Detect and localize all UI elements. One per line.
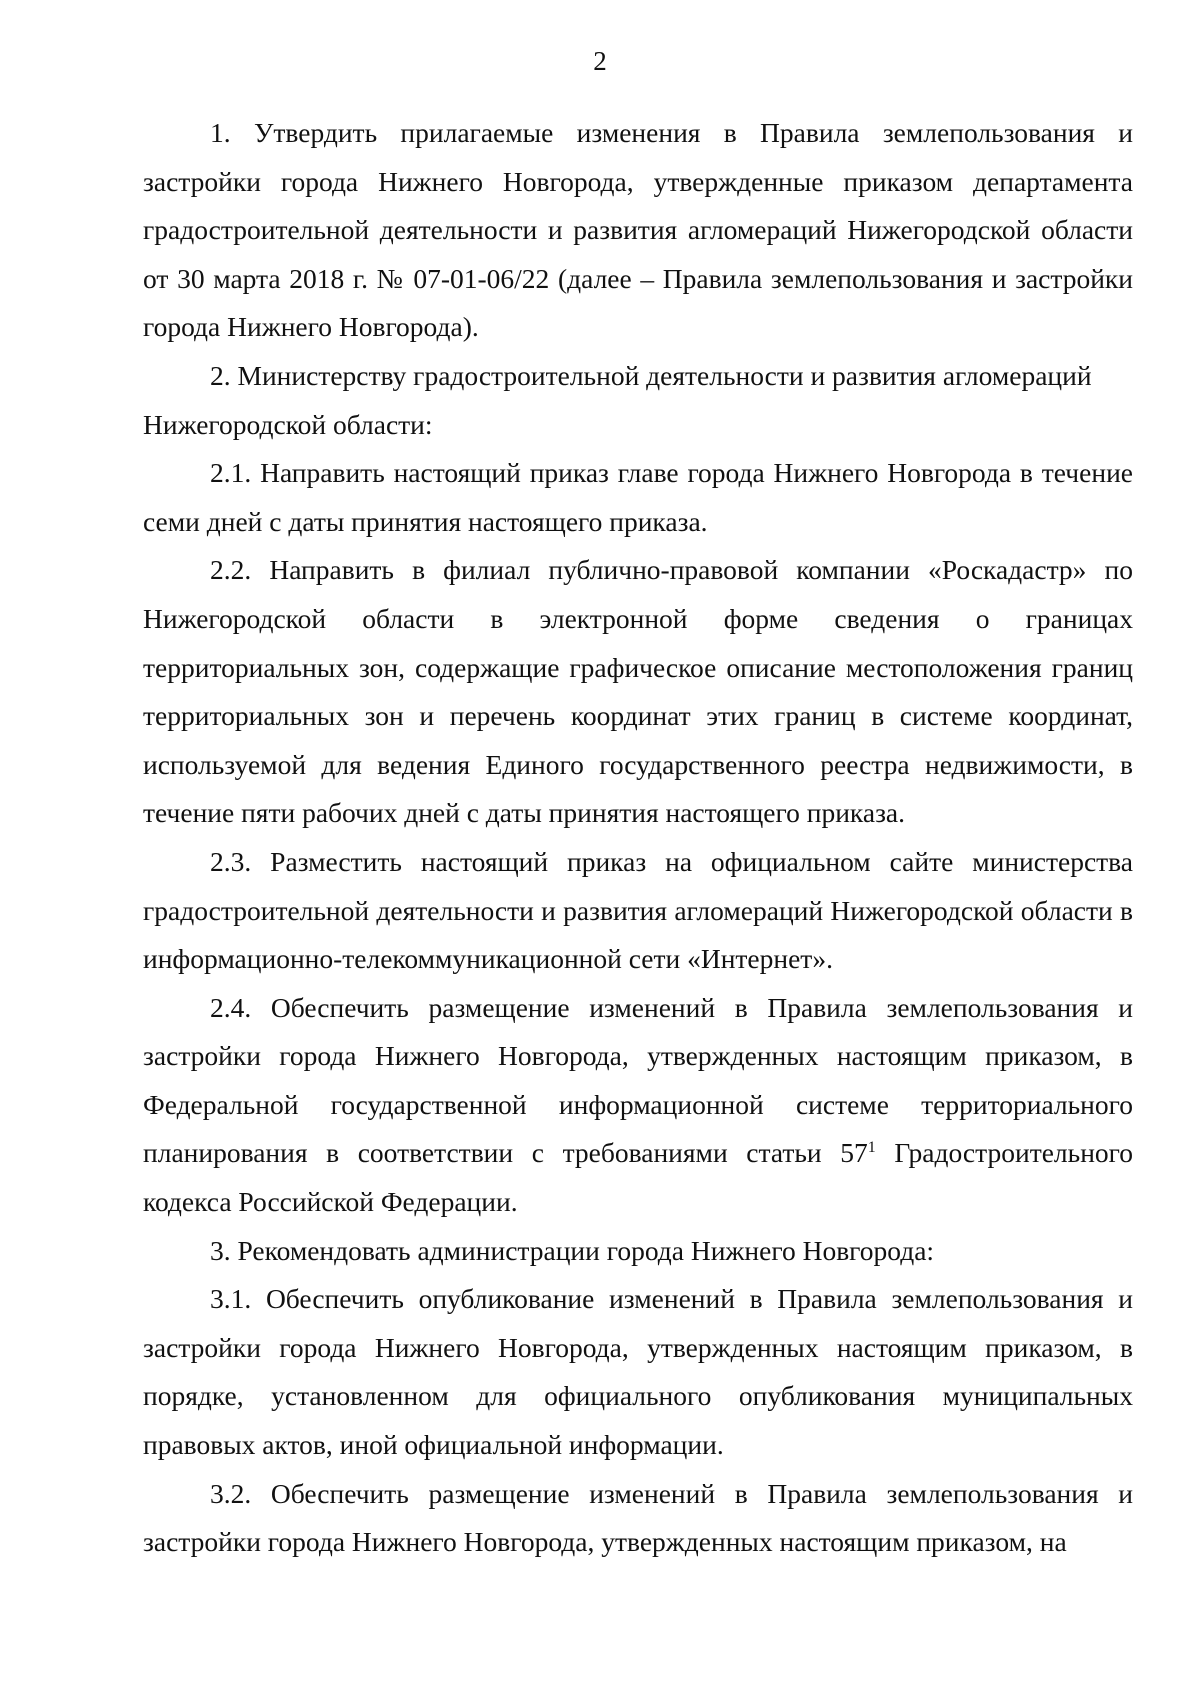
paragraph-2-4 (143, 984, 1133, 1227)
paragraph-1: 1. Утвердить прилагаемые изменения в Правила землепользования и застройки города Нижнего Новгорода, утвержденные приказом департамента градостроительной деятельности и развития агломераций Нижегородской области от 30 марта 2018 г. № 07-01-06/22 (далее – Правила землепользования и застройки города Нижнего Новгорода). (143, 117, 1133, 343)
paragraph-2-3: 2.3. Разместить настоящий приказ на официальном сайте министерства градостроительной деятельности и развития агломераций Нижегородской области в информационно-телекоммуникационной сети «Интернет». (143, 845, 1133, 975)
paragraph-3-2: 3.2. Обеспечить размещение изменений в Правила землепользования и застройки города Нижнего Новгорода, утвержденных настоящим приказом, на (143, 1477, 1133, 1558)
paragraph-3: 3. Рекомендовать администрации города Нижнего Новгорода: (210, 1234, 935, 1266)
paragraph-2-4-text-end: Градостроительного кодекса Российской Федерации. (143, 1137, 1134, 1218)
article-superscript: 1 (867, 1139, 876, 1157)
paragraph-2: 2. Министерству градостроительной деятельности и развития агломераций Нижегородской области: (143, 359, 1092, 440)
page-number: 2 (593, 46, 607, 76)
paragraph-2-2: 2.2. Направить в филиал публично-правовой компании «Роскадастр» по Нижегородской области в электронной форме сведения о границах территориальных зон, содержащие графическое описание местоположения границ территориальных зон и перечень координат этих границ в системе координат, используемой для ведения Единого государственного реестра недвижимости, в течение пяти рабочих дней с даты принятия настоящего приказа. (143, 554, 1133, 829)
paragraph-2-4-text: 2.4. Обеспечить размещение изменений в Правила землепользования и застройки города Нижнего Новгорода, утвержденных настоящим приказом, в Федеральной государственной информационной системе территориального планирования в соответствии с требованиями статьи 57 (143, 991, 1133, 1169)
paragraph-3-1: 3.1. Обеспечить опубликование изменений в Правила землепользования и застройки города Нижнего Новгорода, утвержденных настоящим приказом, в порядке, установленном для официального опубликования муниципальных правовых актов, иной официальной информации. (143, 1283, 1133, 1461)
paragraph-2-1: 2.1. Направить настоящий приказ главе города Нижнего Новгорода в течение семи дней с даты принятия настоящего приказа. (143, 457, 1133, 537)
document-body (143, 109, 1133, 1567)
